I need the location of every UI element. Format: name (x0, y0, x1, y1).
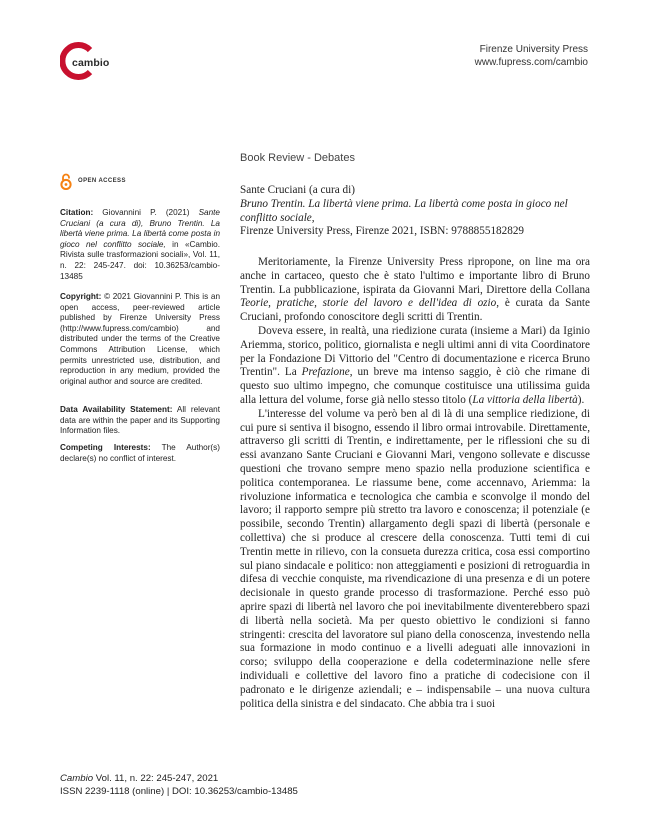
paragraph-1-text-a: Meritoriamente, la Firenze University Press ripropone, on line ma ora anche in cartaceo, questo che è stato l'ultimo e importante libro di Bruno Trentin. La pubblicazione, ispirata da Giovanni Mari, Direttore della Collana (240, 256, 590, 296)
footer-issn-doi: ISSN 2239-1118 (online) | DOI: 10.36253/cambio-13485 (60, 785, 298, 797)
paragraph-2-text-a: Doveva essere, in realtà, una riedizione curata (insieme a Mari) da Iginio Ariemma, storico, politico, giornalista e negli ultimi anni di vita Coordinatore per la Fondazione Di Vittorio del "Centro di documentazione e ricerca Bruno Trentin". La (240, 324, 590, 379)
logo-text: cambio (72, 57, 110, 69)
footer-volume: Vol. 11, n. 22: 245-247, 2021 (95, 773, 219, 784)
data-availability-text: All relevant data are within the paper and its Supporting Information files. (60, 405, 220, 436)
paragraph-2 (240, 325, 590, 408)
book-reference (240, 184, 590, 239)
competing-interests-text: The Author(s) declare(s) no conflict of interest. (60, 443, 220, 463)
competing-interests-block (60, 443, 220, 464)
series-title: Teorie, pratiche, storie del lavoro e dell'idea di ozio (240, 297, 497, 310)
paragraph-2-text-b: , un breve ma intenso saggio, è ciò che rimane di questo suo ultimo impegno, che comunque costituisce una utilissima guida alla lettura del volume, forse già nello stesso titolo ( (240, 366, 590, 406)
paragraph-2-text-c: ). (577, 393, 585, 406)
data-availability-label: Data Availability Statement: (60, 405, 173, 414)
section-label: Book Review - Debates (240, 152, 355, 164)
paragraph-3: L'interesse del volume va però ben al di là di una semplice riedizione, di cui pure si sentiva il bisogno, essendo il libro ormai introvabile. Direttamente, attraverso gli scritti di Trentin, e indirettamente, per le riflessioni che su di essi avanzano Sante Cruciani e Giovanni Mari, vengono sollevate e discusse questioni che trovano sempre meno spazio nella produzione scientifica e politica contemporanea. Le riassume bene, come accennavo, Ariemma: la rivoluzione informatica e tecnologica che cambia e sconvolge il mondo del lavoro; il rapporto sempre più stretto tra lavoro e conoscenza; il potenziale (e possibile, secondo Trentin) allargamento degli spazi di libertà (personale e collettiva) che si produce al crescere della conoscenza. Tutti temi di cui Trentin mette in rilievo, con la consueta durezza critica, cosa essi comportino sul piano sindacale e politico: non atteggiamenti e posizioni di retroguardia in difesa di vecchie conquiste, ma rivendicazione di una presenza e di un potere decisionale in questo grande processo di trasformazione. Perché esso può aprire spazi di libertà nel lavoro che poi inevitabilmente diventerebbero spazi di libertà nella società. Ma per questo obiettivo le condizioni si fanno stringenti: crescita del lavoratore sul piano della conoscenza, investendo nella sua formazione in modo continuo e a livelli adeguati alle innovazioni in corso; sviluppo della cooperazione e della codeterminazione nelle sfere individuali e collettive del lavoro fino a pratiche di codecisione con il padronato e le dirigenze aziendali; e – indispensabile – una nuova cultura politica della sinistra e del sindacato. Che abbia tra i suoi (240, 407, 590, 710)
data-availability-block (60, 405, 220, 437)
footer-journal: Cambio (60, 773, 94, 784)
book-editor: Sante Cruciani (a cura di) (240, 184, 355, 196)
open-access-icon (60, 173, 72, 190)
paragraph-1-text-b: , è curata da Sante Cruciani, profondo conoscitore degli scritti di Trentin. (240, 297, 590, 324)
competing-interests-label: Competing Interests: (60, 443, 151, 452)
page-footer (60, 773, 298, 798)
publisher-url[interactable]: www.fupress.com/cambio (474, 57, 588, 68)
preface-word: Prefazione (301, 366, 350, 379)
citation-title: Sante Cruciani (a cura di), Bruno Trentin. La libertà viene prima. La libertà come posta in gioco nel conflitto sociale, (60, 208, 220, 249)
open-access-label: OPEN ACCESS (78, 178, 126, 184)
publisher-name: Firenze University Press (479, 44, 588, 55)
publisher-info (475, 43, 588, 69)
review-body (240, 256, 590, 711)
citation-block (60, 208, 220, 282)
cambio-logo (60, 42, 130, 82)
copyright-label: Copyright: (60, 292, 102, 301)
book-publisher: Firenze University Press, Firenze 2021, ISBN: 9788855182829 (240, 225, 525, 238)
citation-label: Citation: (60, 208, 94, 217)
citation-source: in «Cambio. Rivista sulle trasformazioni sociali», Vol. 11, n. 22: 245-247. doi: 10.36253/cambio-13485 (60, 239, 220, 281)
paragraph-1 (240, 256, 590, 325)
citation-author: Giovannini P. (2021) (102, 208, 190, 217)
preface-title: La vittoria della libertà (472, 393, 578, 406)
copyright-text: © 2021 Giovannini P. This is an open access, peer-reviewed article published by Firenze University Press (http://www.fupress.com/cambio) and distributed under the terms of the Creative Commons Attribution License, which permits unrestricted use, distribution, and reproduction in any medium, provided the original author and source are credited. (60, 292, 220, 386)
copyright-block (60, 292, 220, 387)
book-title: Bruno Trentin. La libertà viene prima. La libertà come posta in gioco nel conflitto sociale, (240, 197, 568, 224)
